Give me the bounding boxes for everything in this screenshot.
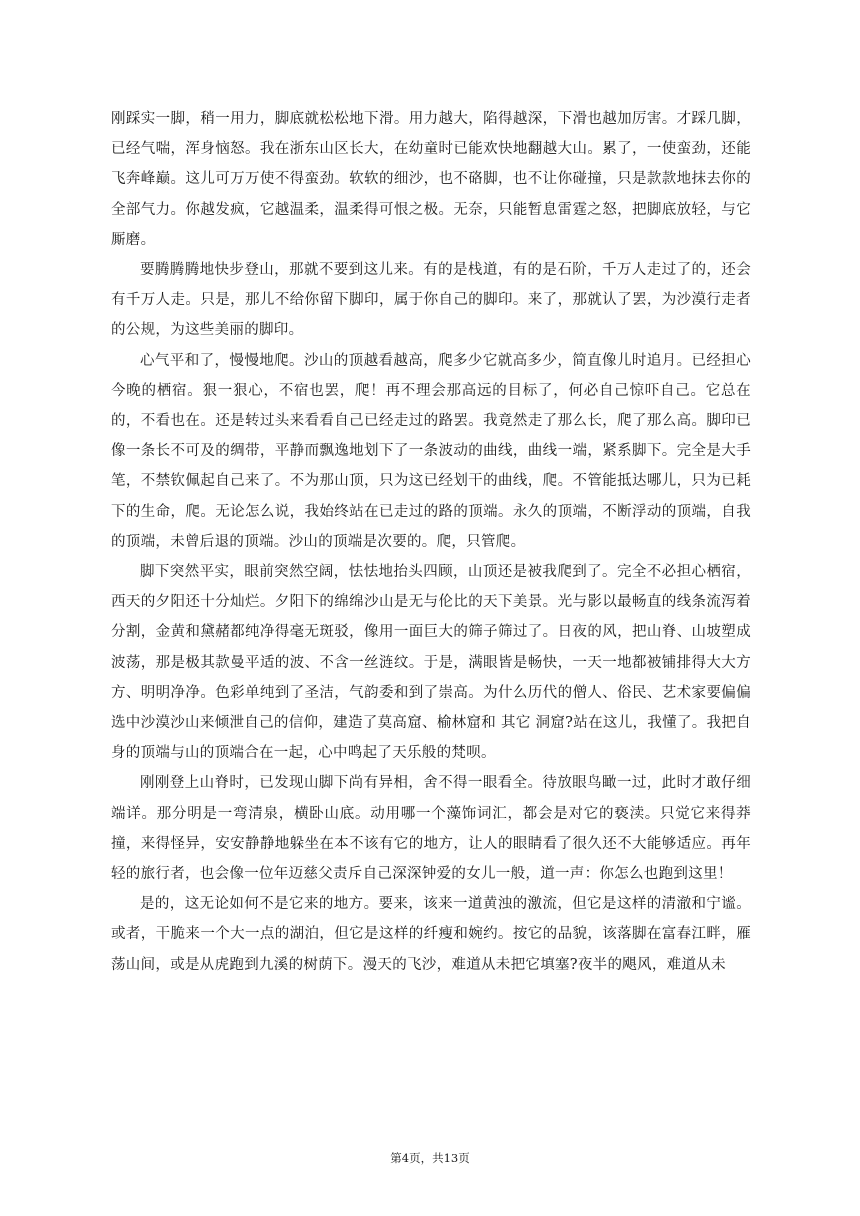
paragraph-6: 是的，这无论如何不是它来的地方。要来，该来一道黄浊的激流，但它是这样的清澈和宁谧。或者，干脆来一个大一点的湖泊，但它是这样的纤瘦和婉约。按它的品貌，该落脚在富春江畔，雁荡山间，或是从虎跑到九溪的树荫下。漫天的飞沙，难道从未把它填塞?夜半的飓风，难道从未	[111, 896, 751, 973]
paragraph-4: 脚下突然平实，眼前突然空阔，怯怯地抬头四顾，山顶还是被我爬到了。完全不必担心栖宿，西天的夕阳还十分灿烂。夕阳下的绵绵沙山是无与伦比的天下美景。光与影以最畅直的线条流泻着分割，金黄和黛赭都纯净得毫无斑驳，像用一面巨大的筛子筛过了。日夜的风，把山脊、山坡塑成波荡，那是极其款曼平适的波、不含一丝涟纹。于是，满眼皆是畅快，一天一地都被铺排得大大方方、明明净净。色彩单纯到了圣洁，气韵委和到了崇高。为什么历代的僧人、俗民、艺术家要偏偏选中沙漠沙山来倾泄自己的信仰，建造了莫高窟、榆林窟和 其它 洞窟?站在这儿，我懂了。我把自身的顶端与山的顶端合在一起，心中鸣起了天乐般的梵呗。	[111, 564, 751, 762]
document-body	[111, 104, 751, 980]
paragraph-2: 要腾腾腾地快步登山，那就不要到这儿来。有的是栈道，有的是石阶，千万人走过了的，还会有千万人走。只是，那儿不给你留下脚印，属于你自己的脚印。来了，那就认了罢，为沙漠行走者的公规，为这些美丽的脚印。	[111, 262, 751, 339]
paragraph-1: 刚踩实一脚，稍一用力，脚底就松松地下滑。用力越大，陷得越深，下滑也越加厉害。才踩几脚，已经气喘，浑身恼怒。我在浙东山区长大，在幼童时已能欢快地翻越大山。累了，一使蛮劲，还能飞奔峰巅。这儿可万万使不得蛮劲。软软的细沙，也不硌脚，也不让你碰撞，只是款款地抹去你的全部气力。你越发疯，它越温柔，温柔得可恨之极。无奈，只能暂息雷霆之怒，把脚底放轻，与它厮磨。	[111, 111, 751, 248]
page-number-footer: 第4页，共13页	[390, 1151, 470, 1165]
paragraph-5: 刚刚登上山脊时，已发现山脚下尚有异相，舍不得一眼看全。待放眼鸟瞰一过，此时才敢仔细端详。那分明是一弯清泉，横卧山底。动用哪一个藻饰词汇，都会是对它的亵渎。只觉它来得莽撞，来得怪异，安安静静地躲坐在本不该有它的地方，让人的眼睛看了很久还不大能够适应。再年轻的旅行者，也会像一位年迈慈父责斥自己深深钟爱的女儿一般，道一声：你怎么也跑到这里！	[111, 775, 751, 883]
paragraph-3: 心气平和了，慢慢地爬。沙山的顶越看越高，爬多少它就高多少，简直像儿时追月。已经担心今晚的栖宿。狠一狠心，不宿也罢，爬！再不理会那高远的目标了，何必自己惊吓自己。它总在的，不看也在。还是转过头来看看自己已经走过的路罢。我竟然走了那么长，爬了那么高。脚印已像一条长不可及的绸带，平静而飘逸地划下了一条波动的曲线，曲线一端，紧系脚下。完全是大手笔，不禁钦佩起自己来了。不为那山顶，只为这已经划干的曲线，爬。不管能抵达哪儿，只为已耗下的生命，爬。无论怎么说，我始终站在已走过的路的顶端。永久的顶端，不断浮动的顶端，自我的顶端，未曾后退的顶端。沙山的顶端是次要的。爬，只管爬。	[111, 352, 751, 550]
